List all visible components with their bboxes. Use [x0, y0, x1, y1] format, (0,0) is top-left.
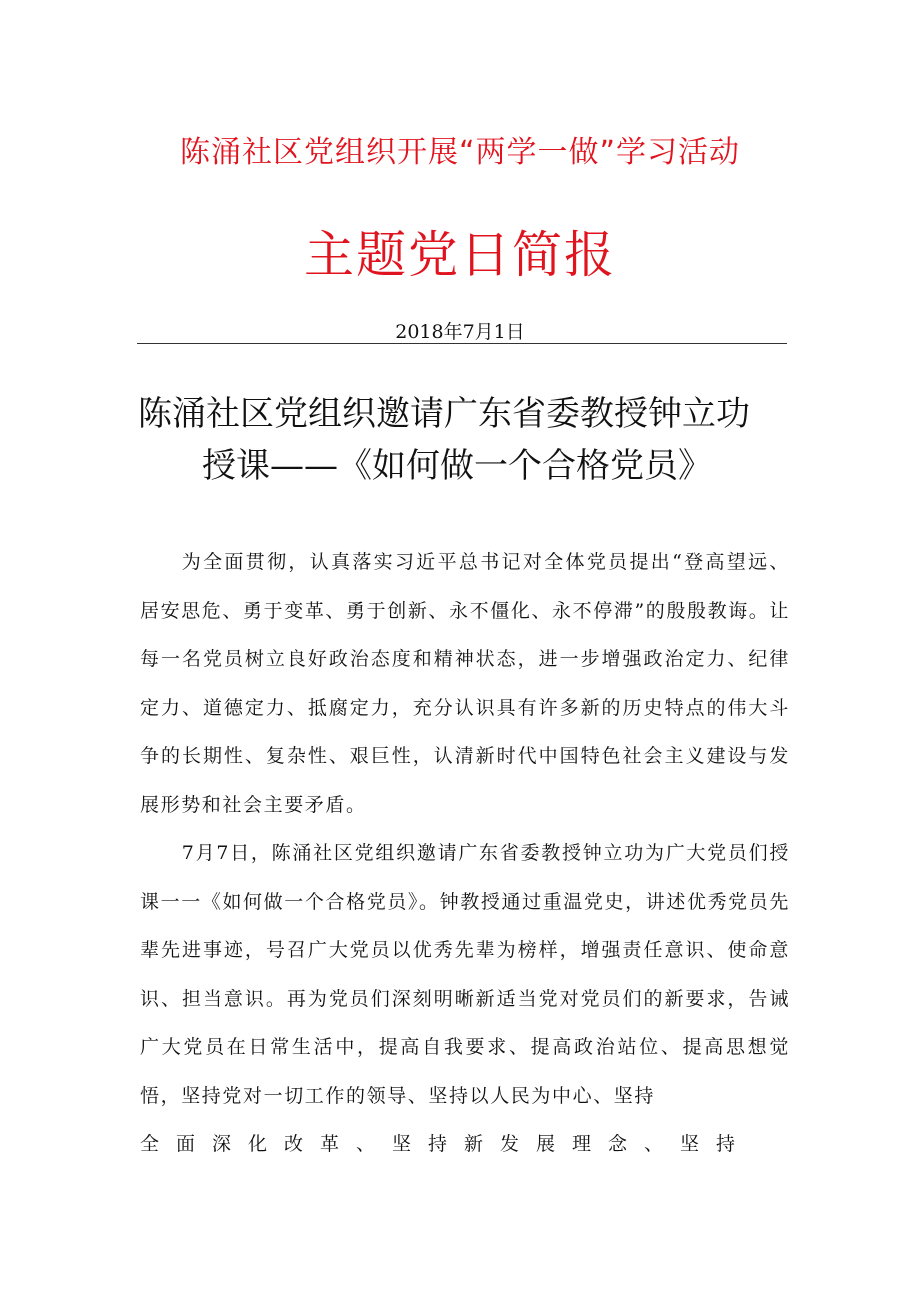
article-title — [138, 388, 798, 492]
report-org-heading: 陈涌社区党组织开展“两学一做”学习活动 — [179, 135, 741, 170]
body-paragraph-3: 全面深化改革、坚持新发展理念、坚持 — [140, 1133, 753, 1155]
report-date: 2018年7月1日 — [395, 321, 525, 343]
article-body — [140, 538, 790, 1169]
body-paragraph-1: 为全面贯彻，认真落实习近平总书记对全体党员提出“登高望远、居安思危、勇于变革、勇于创新、永不僵化、永不停滞”的殷殷教诲。让每一名党员树立良好政治态度和精神状态，进一步增强政治定力、纪律定力、道德定力、抵腐定力，充分认识具有许多新的历史特点的伟大斗争的长期性、复杂性、艰巨性，认清新时代中国特色社会主义建设与发展形势和社会主要矛盾。 — [140, 551, 790, 816]
header-divider — [137, 343, 787, 344]
article-title-line2: 授课——《如何做一个合格党员》 — [202, 446, 712, 486]
article-title-line1: 陈涌社区党组织邀请广东省委教授钟立功 — [138, 394, 750, 434]
report-main-title: 主题党日简报 — [304, 226, 616, 284]
body-paragraph-2: 7月7日，陈涌社区党组织邀请广东省委教授钟立功为广大党员们授课一一《如何做一个合格党员》。钟教授通过重温党史，讲述优秀党员先辈先进事迹，号召广大党员以优秀先辈为榜样，增强责任意识、使命意识、担当意识。再为党员们深刻明晰新适当党对党员们的新要求，告诫广大党员在日常生活中，提高自我要求、提高政治站位、提高思想觉悟，坚持党对一切工作的领导、坚持以人民为中心、坚持 — [140, 842, 790, 1107]
